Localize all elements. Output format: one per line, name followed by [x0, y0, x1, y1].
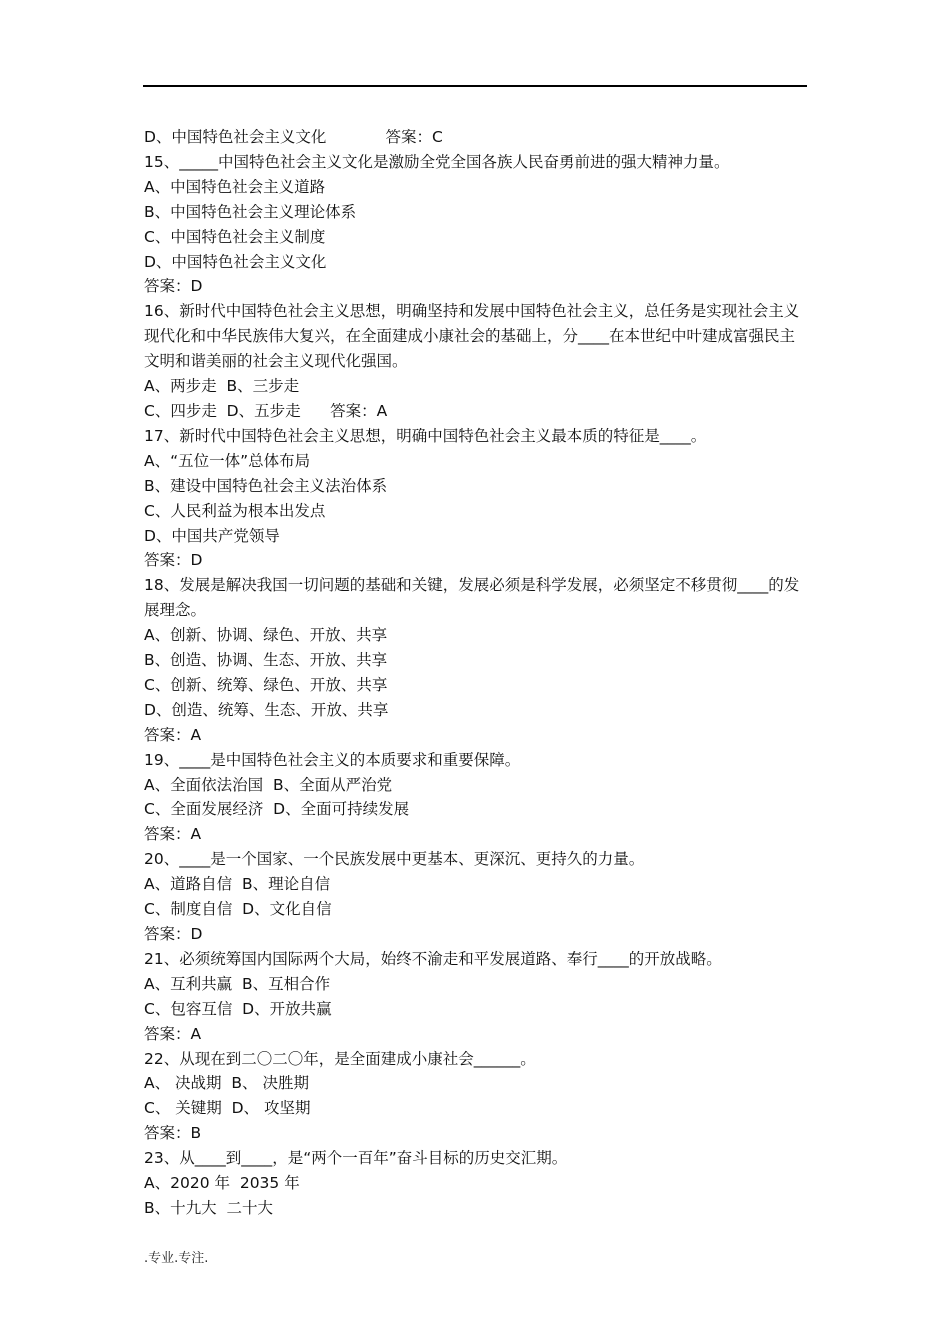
- option-line: C、制度自信 D、文化自信: [144, 900, 332, 919]
- answer-line: 答案：D: [144, 925, 203, 943]
- question-18: 18、发展是解决我国一切问题的基础和关键，发展必须是科学发展，必须坚定不移贯彻____的发展理念。: [144, 576, 800, 620]
- question-16: 16、新时代中国特色社会主义思想，明确坚持和发展中国特色社会主义，总任务是实现社会主义现代化和中华民族伟大复兴，在全面建成小康社会的基础上，分____在本世纪中叶建成富强民主文明和谐美丽的社会主义现代化强国。: [144, 302, 800, 371]
- answer-line: 答案：A: [144, 1024, 202, 1043]
- option-line: B、创造、协调、生态、开放、共享: [144, 651, 388, 670]
- answer-line: 答案：A: [144, 825, 202, 844]
- question-22: 22、从现在到二〇二〇年，是全面建成小康社会______。: [144, 1049, 536, 1068]
- option-line: A、道路自信 B、理论自信: [144, 875, 331, 894]
- option-line: A、互利共赢 B、互相合作: [144, 974, 331, 993]
- question-21: 21、必须统筹国内国际两个大局，始终不渝走和平发展道路、奉行____的开放战略。: [144, 949, 722, 968]
- option-line: B、建设中国特色社会主义法治体系: [144, 476, 388, 495]
- option-line: D、中国特色社会主义文化: [144, 252, 327, 271]
- answer-line: 答案：B: [144, 1124, 202, 1143]
- header-rule: [143, 85, 807, 87]
- option-line: A、 决战期 B、 决胜期: [144, 1074, 309, 1093]
- document-body: [144, 125, 808, 1221]
- option-line: C、中国特色社会主义制度: [144, 227, 326, 246]
- option-line: D、创造、统筹、生态、开放、共享: [144, 700, 389, 719]
- option-line: A、中国特色社会主义道路: [144, 177, 326, 196]
- option-line: D、中国共产党领导: [144, 526, 280, 545]
- question-23: 23、从____到____，是“两个一百年”奋斗目标的历史交汇期。: [144, 1149, 568, 1168]
- option-line: A、全面依法治国 B、全面从严治党: [144, 775, 393, 794]
- option-line: C、包容互信 D、开放共赢: [144, 999, 332, 1018]
- option-line: A、创新、协调、绿色、开放、共享: [144, 626, 388, 645]
- answer-line: 答案：D: [144, 277, 203, 296]
- answer-line: 答案：A: [144, 725, 202, 744]
- option-line: C、四步走 D、五步走 答案：A: [144, 401, 388, 420]
- answer-line: 答案：D: [144, 551, 203, 570]
- option-line: C、创新、统筹、绿色、开放、共享: [144, 675, 388, 694]
- option-line: A、2020 年 2035 年: [144, 1174, 300, 1193]
- question-17: 17、新时代中国特色社会主义思想，明确中国特色社会主义最本质的特征是____。: [144, 426, 707, 445]
- page-footer: .专业.专注.: [144, 1251, 209, 1266]
- option-line: A、两步走 B、三步走: [144, 377, 300, 396]
- option-line: A、“五位一体”总体布局: [144, 451, 311, 470]
- option-line: B、十九大 二十大: [144, 1198, 273, 1217]
- question-15: 15、_____中国特色社会主义文化是激励全党全国各族人民奋勇前进的强大精神力量。: [144, 152, 730, 171]
- text-line: D、中国特色社会主义文化 答案：C: [144, 128, 443, 146]
- option-line: C、全面发展经济 D、全面可持续发展: [144, 800, 410, 819]
- option-line: C、 关键期 D、 攻坚期: [144, 1099, 311, 1118]
- option-line: B、中国特色社会主义理论体系: [144, 202, 357, 221]
- option-line: C、人民利益为根本出发点: [144, 501, 326, 520]
- question-20: 20、____是一个国家、一个民族发展中更基本、更深沉、更持久的力量。: [144, 850, 645, 869]
- question-19: 19、____是中国特色社会主义的本质要求和重要保障。: [144, 750, 521, 769]
